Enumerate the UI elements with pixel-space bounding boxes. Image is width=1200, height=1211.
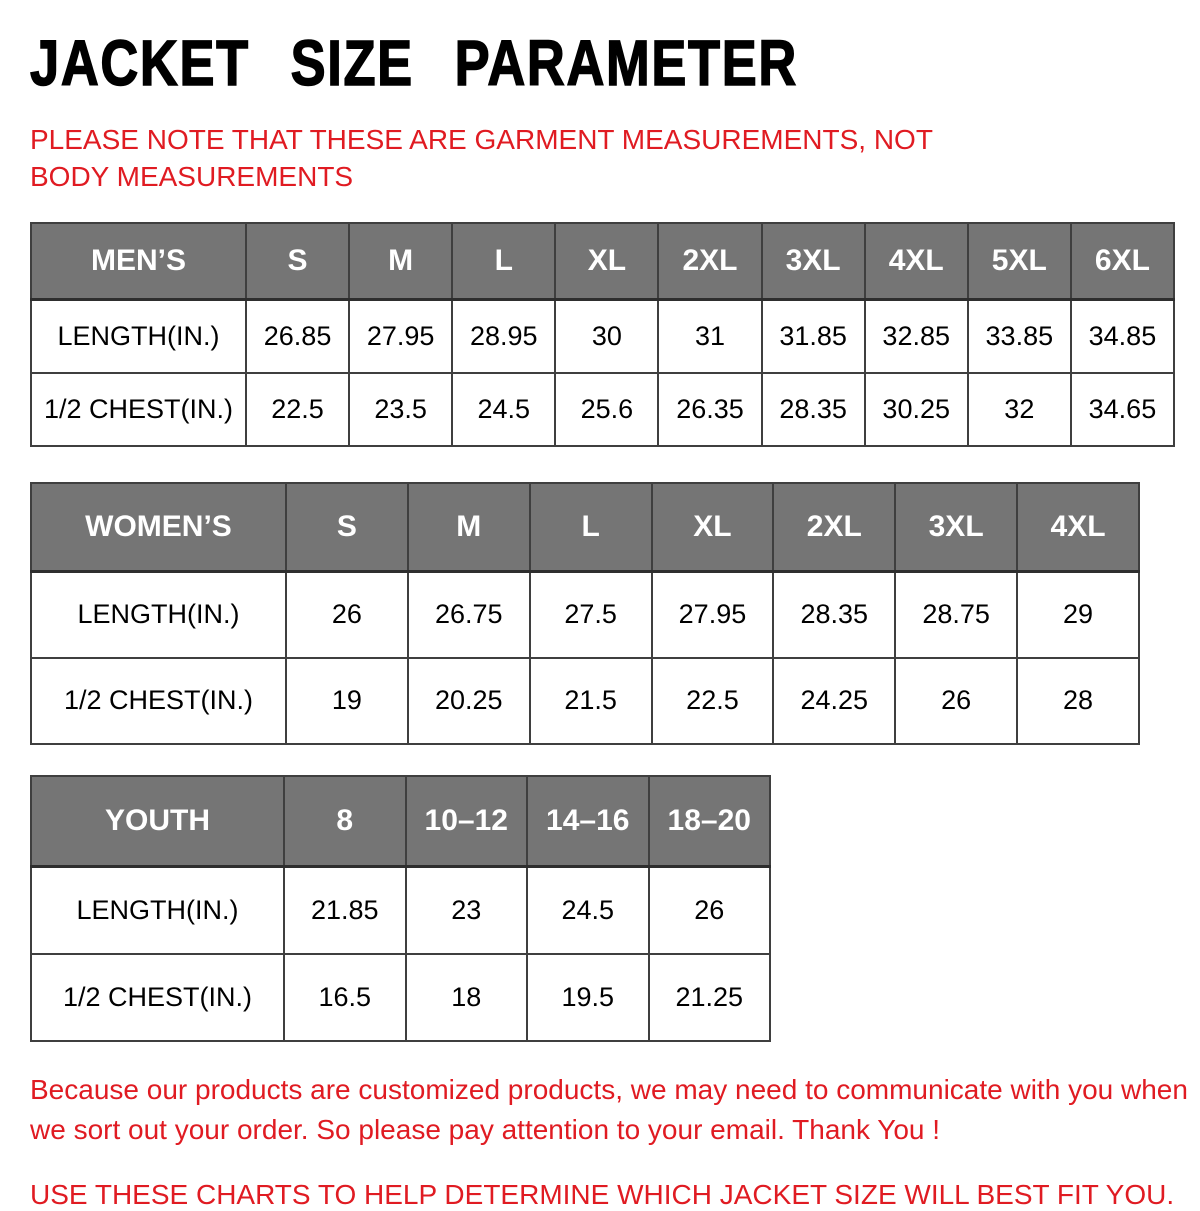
mens-length-row [31, 299, 1174, 373]
womens-size-header: 3XL [895, 483, 1017, 572]
womens-size-table [30, 482, 1140, 745]
value-cell: 22.5 [246, 373, 349, 446]
value-cell: 27.95 [652, 571, 774, 658]
youth-chest-row [31, 954, 770, 1041]
womens-table-title: WOMEN’S [31, 483, 286, 572]
row-label: 1/2 CHEST(IN.) [31, 954, 284, 1041]
value-cell: 31.85 [762, 299, 865, 373]
womens-size-header: 2XL [773, 483, 895, 572]
row-label: LENGTH(IN.) [31, 571, 286, 658]
value-cell: 19.5 [527, 954, 649, 1041]
youth-header-row [31, 776, 770, 867]
value-cell: 21.5 [530, 658, 652, 744]
value-cell: 27.5 [530, 571, 652, 658]
mens-size-table [30, 222, 1175, 447]
womens-header-row [31, 483, 1139, 572]
value-cell: 23 [406, 866, 528, 954]
mens-size-header: L [452, 223, 555, 300]
value-cell: 31 [658, 299, 761, 373]
value-cell: 32.85 [865, 299, 968, 373]
womens-size-header: 4XL [1017, 483, 1139, 572]
mens-size-header: 6XL [1071, 223, 1174, 300]
value-cell: 28.35 [762, 373, 865, 446]
mens-size-header: M [349, 223, 452, 300]
value-cell: 23.5 [349, 373, 452, 446]
value-cell: 18 [406, 954, 528, 1041]
row-label: LENGTH(IN.) [31, 299, 246, 373]
youth-size-header: 8 [284, 776, 406, 867]
value-cell: 26 [895, 658, 1017, 744]
value-cell: 25.6 [555, 373, 658, 446]
value-cell: 26 [286, 571, 408, 658]
mens-chest-row [31, 373, 1174, 446]
womens-size-header: L [530, 483, 652, 572]
youth-table-title: YOUTH [31, 776, 284, 867]
value-cell: 34.85 [1071, 299, 1174, 373]
value-cell: 27.95 [349, 299, 452, 373]
value-cell: 28 [1017, 658, 1139, 744]
womens-size-header: S [286, 483, 408, 572]
value-cell: 26 [649, 866, 771, 954]
value-cell: 16.5 [284, 954, 406, 1041]
womens-size-header: XL [652, 483, 774, 572]
row-label: 1/2 CHEST(IN.) [31, 373, 246, 446]
mens-size-header: 3XL [762, 223, 865, 300]
value-cell: 28.95 [452, 299, 555, 373]
youth-size-table [30, 775, 771, 1042]
womens-size-header: M [408, 483, 530, 572]
customization-notice: Because our products are customized products, we may need to communicate with you when we sort out your order. So please pay attention to your email. Thank You ! [30, 1073, 1188, 1145]
value-cell: 21.85 [284, 866, 406, 954]
garment-measurements-note: PLEASE NOTE THAT THESE ARE GARMENT MEASUREMENTS, NOT BODY MEASUREMENTS [30, 124, 933, 192]
value-cell: 20.25 [408, 658, 530, 744]
value-cell: 19 [286, 658, 408, 744]
value-cell: 29 [1017, 571, 1139, 658]
use-charts-note: USE THESE CHARTS TO HELP DETERMINE WHICH JACKET SIZE WILL BEST FIT YOU. [30, 1179, 1175, 1211]
value-cell: 30.25 [865, 373, 968, 446]
value-cell: 28.35 [773, 571, 895, 658]
value-cell: 28.75 [895, 571, 1017, 658]
mens-size-header: 4XL [865, 223, 968, 300]
value-cell: 30 [555, 299, 658, 373]
youth-length-row [31, 866, 770, 954]
mens-table-title: MEN’S [31, 223, 246, 300]
value-cell: 26.85 [246, 299, 349, 373]
value-cell: 24.5 [452, 373, 555, 446]
womens-length-row [31, 571, 1139, 658]
page-title: JACKET SIZE PARAMETER [30, 27, 798, 99]
value-cell: 24.25 [773, 658, 895, 744]
row-label: 1/2 CHEST(IN.) [31, 658, 286, 744]
value-cell: 34.65 [1071, 373, 1174, 446]
value-cell: 22.5 [652, 658, 774, 744]
mens-size-header: S [246, 223, 349, 300]
mens-header-row [31, 223, 1174, 300]
womens-chest-row [31, 658, 1139, 744]
value-cell: 24.5 [527, 866, 649, 954]
value-cell: 26.75 [408, 571, 530, 658]
value-cell: 26.35 [658, 373, 761, 446]
value-cell: 21.25 [649, 954, 771, 1041]
mens-size-header: 5XL [968, 223, 1071, 300]
youth-size-header: 14–16 [527, 776, 649, 867]
youth-size-header: 10–12 [406, 776, 528, 867]
value-cell: 33.85 [968, 299, 1071, 373]
mens-size-header: XL [555, 223, 658, 300]
row-label: LENGTH(IN.) [31, 866, 284, 954]
mens-size-header: 2XL [658, 223, 761, 300]
youth-size-header: 18–20 [649, 776, 771, 867]
value-cell: 32 [968, 373, 1071, 446]
